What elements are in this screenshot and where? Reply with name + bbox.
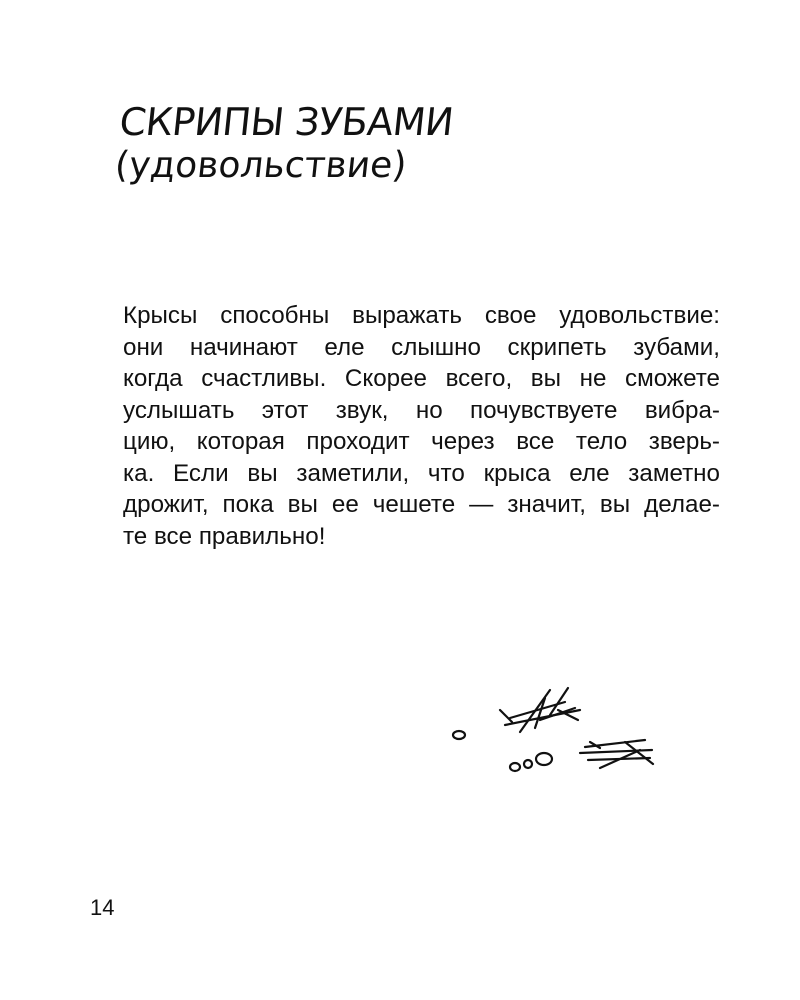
body-paragraph [123, 300, 720, 552]
body-line: они начинают еле слышно скрипеть зубами, [123, 333, 720, 361]
chapter-title: СКРИПЫ ЗУБАМИ [117, 100, 456, 144]
sticks-and-pebbles-doodle-icon [440, 680, 670, 790]
body-line: когда счастливы. Скорее всего, вы не сможете [123, 365, 720, 392]
body-line: Крысы способны выражать свое удовольствие: [123, 302, 720, 329]
body-line: дрожит, пока вы ее чешете — значит, вы делае- [123, 491, 720, 518]
page-number: 14 [90, 895, 115, 920]
body-line: те все правильно! [123, 522, 326, 550]
chapter-heading [113, 100, 742, 188]
body-line: услышать этот звук, но почувствуете вибра- [123, 396, 720, 424]
body-line: ка. Если вы заметили, что крыса еле заметно [123, 459, 720, 487]
chapter-subtitle: (удовольствие) [112, 145, 409, 186]
body-line: цию, которая проходит через все тело зверь- [123, 428, 720, 455]
